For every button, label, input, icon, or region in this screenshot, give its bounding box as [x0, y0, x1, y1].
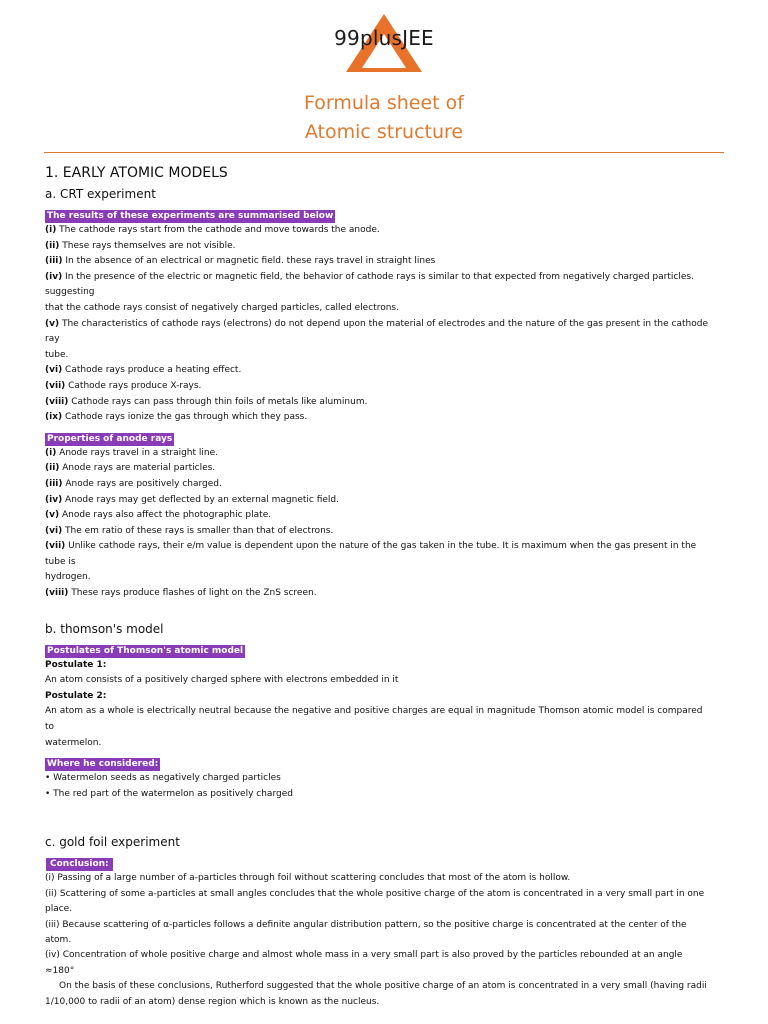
highlight-tag-anode: Properties of anode rays — [47, 433, 173, 444]
brand-name: 99plusJEE — [334, 26, 434, 50]
brand-logo — [322, 12, 446, 76]
list-item: tube. — [45, 349, 69, 360]
title-divider — [44, 152, 724, 153]
highlight-tag-conclusion: Conclusion: — [46, 858, 113, 871]
list-item: (i) Passing of a large number of a-particles through foil without scattering concludes that most of the atom is hollow. — [45, 873, 571, 884]
postulate-label: Postulate 2: — [45, 690, 107, 701]
list-item: (i) Anode rays travel in a straight line. — [45, 447, 218, 458]
list-item: that the cathode rays consist of negatively charged particles, called electrons. — [45, 302, 399, 313]
highlight-tag-postulates: Postulates of Thomson's atomic model — [47, 645, 244, 656]
list-item: (ii) Scattering of some a-particles at small angles concludes that the whole positive charge of the atom is concentrated in a very small part in one place. — [45, 888, 705, 915]
list-item: hydrogen. — [45, 572, 91, 583]
section-heading: 1. EARLY ATOMIC MODELS — [45, 165, 228, 181]
doc-title-line1: Formula sheet of — [304, 92, 464, 114]
bullet-item: • Watermelon seeds as negatively charged particles — [45, 773, 281, 784]
doc-title-line2: Atomic structure — [304, 121, 464, 143]
list-item: (viii) Cathode rays can pass through thin foils of metals like aluminum. — [45, 396, 368, 407]
postulate-label: Postulate 1: — [45, 659, 107, 670]
list-item: (vii) Unlike cathode rays, their e/m value is dependent upon the nature of the gas taken in the tube. It is maximum when the gas present in the tube is — [45, 541, 697, 567]
document-body — [45, 156, 713, 1010]
list-item: (iii) Because scattering of α-particles follows a definite angular distribution pattern, so the positive charge is concentrated at the center of the atom. — [45, 919, 687, 946]
list-item: (iv) In the presence of the electric or magnetic field, the behavior of cathode rays is similar to that expected from negatively charged particles. suggesting — [45, 271, 694, 298]
list-item: (vi) The em ratio of these rays is smaller than that of electrons. — [45, 525, 334, 536]
cathode-list — [45, 223, 713, 426]
postulate-text: An atom consists of a positively charged sphere with electrons embedded in it — [45, 675, 399, 686]
highlight-tag-results: The results of these experiments are summarised below — [47, 211, 334, 221]
subsection-heading-crt: a. CRT experiment — [45, 187, 156, 201]
list-item: (ii) Anode rays are material particles. — [45, 463, 216, 474]
subsection-heading-thomson: b. thomson's model — [45, 621, 164, 636]
list-item: (ii) These rays themselves are not visible. — [45, 240, 236, 251]
subsection-heading-gold-foil: c. gold foil experiment — [45, 835, 180, 850]
postulate-text: watermelon. — [45, 737, 102, 748]
list-item: (vii) Cathode rays produce X-rays. — [45, 380, 202, 391]
paragraph-text: 1/10,000 to radii of an atom) dense region which is known as the nucleus. — [45, 996, 380, 1007]
list-item: (i) The cathode rays start from the cathode and move towards the anode. — [45, 225, 380, 235]
list-item: (iv) Anode rays may get deflected by an external magnetic field. — [45, 494, 339, 505]
list-item: (iii) In the absence of an electrical or magnetic field. these rays travel in straight lines — [45, 256, 436, 267]
list-item: (iii) Anode rays are positively charged. — [45, 478, 222, 489]
anode-list — [45, 446, 713, 602]
list-item: (v) Anode rays also affect the photographic plate. — [45, 510, 272, 521]
paragraph-text: On the basis of these conclusions, Rutherford suggested that the whole positive charge of an atom is concentrated in a very small (having radii — [59, 981, 707, 992]
highlight-tag-considered: Where he considered: — [47, 759, 159, 770]
postulate-text: An atom as a whole is electrically neutral because the negative and positive charges are equal in magnitude Thomson atomic model is compared to — [45, 706, 703, 733]
list-item: (viii) These rays produce flashes of light on the ZnS screen. — [45, 588, 317, 599]
list-item: (iv) Concentration of whole positive charge and almost whole mass in a very small part is also proved by the particles rebounded at an angle ≈180° — [45, 950, 683, 976]
bullet-item: • The red part of the watermelon as positively charged — [45, 788, 293, 799]
list-item: (v) The characteristics of cathode rays (electrons) do not depend upon the material of electrodes and the nature of the gas present in the cathode ray — [45, 318, 708, 345]
list-item: (ix) Cathode rays ionize the gas through which they pass. — [45, 412, 308, 423]
list-item: (vi) Cathode rays produce a heating effect. — [45, 365, 242, 376]
